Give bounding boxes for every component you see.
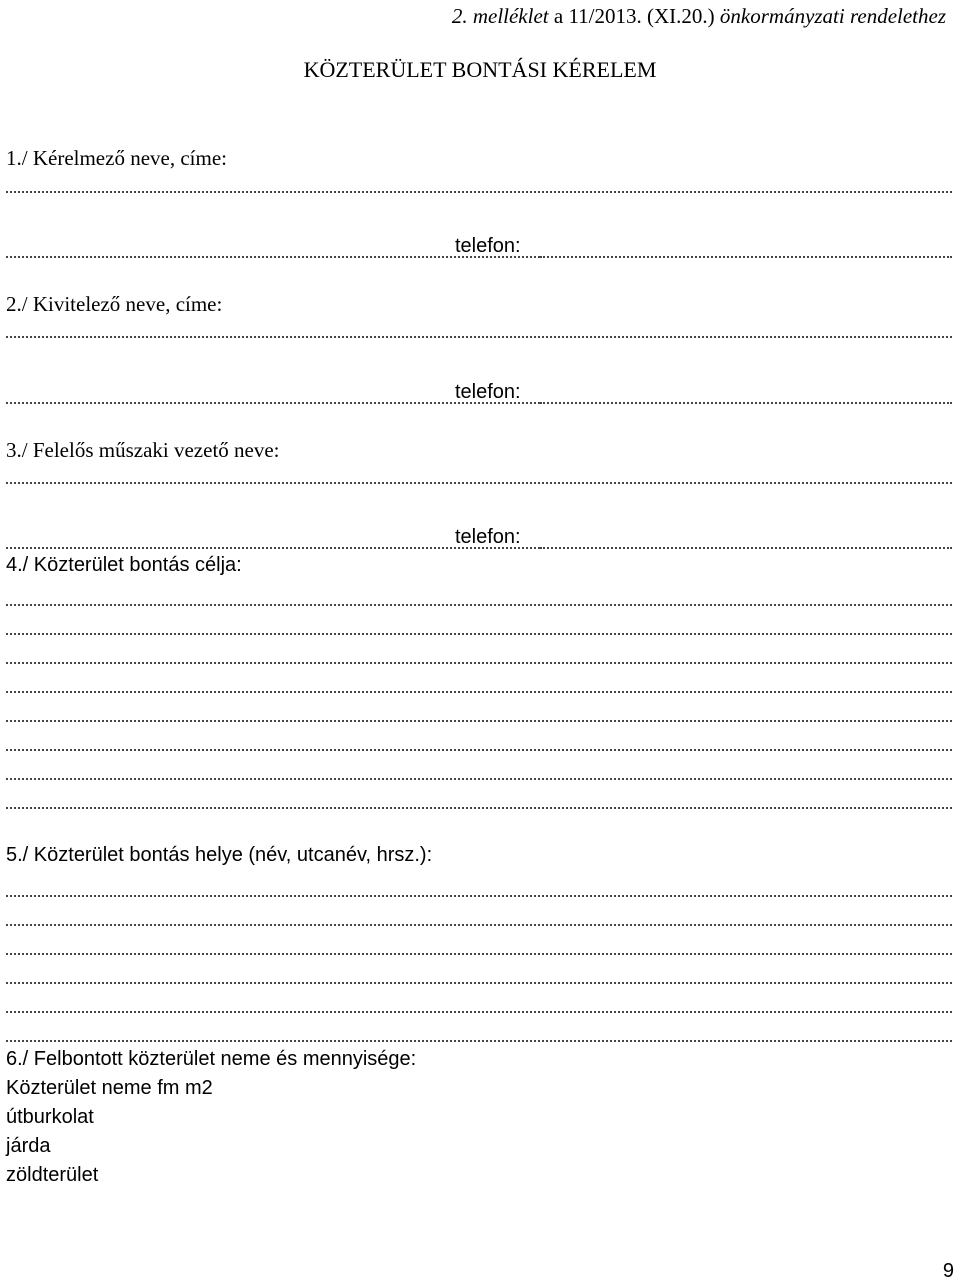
table-row-road-surface: útburkolat [6,1106,94,1128]
applicant-name-line[interactable] [6,190,952,193]
applicant-phone-line[interactable] [540,255,952,258]
location-line-3[interactable] [6,952,952,955]
section-3-heading: 3./ Felelős műszaki vezető neve: [6,438,280,462]
section-1-heading: 1./ Kérelmező neve, címe: [6,146,227,170]
annex-suffix: önkormányzati rendelethez [719,4,946,28]
section-2-heading: 2./ Kivitelező neve, címe: [6,292,223,316]
page-number: 9 [942,1260,954,1282]
purpose-line-2[interactable] [6,632,952,635]
purpose-line-6[interactable] [6,748,952,751]
location-line-2[interactable] [6,923,952,926]
location-line-4[interactable] [6,981,952,984]
purpose-line-3[interactable] [6,661,952,664]
purpose-line-8[interactable] [6,806,952,809]
contractor-phone-line[interactable] [540,401,952,404]
applicant-phone-label: telefon: [455,235,521,257]
contractor-name-line[interactable] [6,335,952,338]
annex-reference [452,4,946,29]
location-line-6[interactable] [6,1039,952,1042]
section-4-heading: 4./ Közterület bontás célja: [6,554,242,576]
manager-phone-label: telefon: [455,526,521,548]
manager-name-line[interactable] [6,481,952,484]
purpose-line-1[interactable] [6,603,952,606]
location-line-5[interactable] [6,1010,952,1013]
location-line-1[interactable] [6,894,952,897]
table-header: Közterület neme fm m2 [6,1077,213,1099]
table-row-green-area: zöldterület [6,1164,99,1186]
section-6-heading: 6./ Felbontott közterület neme és mennyisége: [6,1048,417,1070]
purpose-line-5[interactable] [6,719,952,722]
purpose-line-4[interactable] [6,690,952,693]
manager-phone-line[interactable] [540,546,952,549]
section-5-heading: 5./ Közterület bontás helye (név, utcanév, hrsz.): [6,844,433,866]
table-row-sidewalk: járda [6,1135,51,1157]
page-title: KÖZTERÜLET BONTÁSI KÉRELEM [303,57,657,82]
annex-decree: a 11/2013. (XI.20.) [553,4,715,28]
purpose-line-7[interactable] [6,777,952,780]
contractor-phone-label: telefon: [455,381,521,403]
annex-label: 2. melléklet [451,4,549,28]
